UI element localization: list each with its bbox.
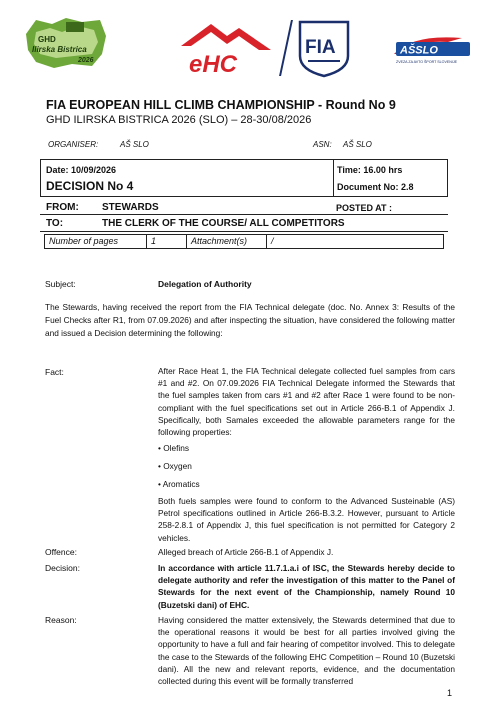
to-label: TO: (46, 218, 64, 229)
offence-label: Offence: (45, 547, 77, 557)
bullet-item: • Olefins (158, 443, 190, 453)
attachment-label: Attachment(s) (191, 236, 248, 246)
svg-text:AŠSLO: AŠSLO (400, 44, 438, 57)
organiser-label: ORGANISER: (48, 140, 99, 149)
svg-text:FIA: FIA (305, 37, 336, 58)
pages-label: Number of pages (49, 236, 119, 246)
svg-text:GHD: GHD (38, 35, 56, 44)
table-divider (146, 235, 147, 248)
document-title: FIA EUROPEAN HILL CLIMB CHAMPIONSHIP - Round No 9 (46, 98, 396, 112)
page-number: 1 (447, 688, 453, 698)
svg-text:eHC: eHC (189, 51, 238, 78)
document-number: Document No: 2.8 (337, 182, 414, 192)
decision-label: Decision: (45, 563, 80, 573)
table-divider (266, 235, 267, 248)
subject-label: Subject: (45, 279, 76, 289)
decision-time: Time: 16.00 hrs (337, 165, 403, 175)
bullet-item: • Oxygen (158, 461, 192, 471)
from-value: STEWARDS (102, 202, 159, 213)
pages-table (44, 234, 444, 249)
reason-label: Reason: (45, 615, 77, 625)
decision-date: Date: 10/09/2026 (46, 165, 117, 175)
offence-text: Alleged breach of Article 266-B.1 of Appendix J. (158, 547, 334, 557)
box-divider (333, 160, 334, 196)
asn-label: ASN: (313, 140, 332, 149)
decision-number: DECISION No 4 (46, 179, 134, 193)
svg-text:Ilirska Bistrica: Ilirska Bistrica (32, 45, 87, 54)
as-slo-logo (392, 32, 474, 66)
logo-divider (279, 20, 293, 76)
svg-text:2026: 2026 (78, 57, 94, 64)
divider-line (40, 231, 448, 232)
asn-value: AŠ SLO (343, 140, 372, 149)
divider-line (40, 214, 448, 215)
svg-text:ZVEZA ZA AVTO ŠPORT SLOVENIJE: ZVEZA ZA AVTO ŠPORT SLOVENIJE (396, 60, 458, 64)
fact-text: After Race Heat 1, the FIA Technical delegate collected fuel samples from cars #1 and #2. On 07.09.2026 FIA Technical Delegate informed the Stewards that the fuel samples taken from cars #1 and #2 after Race 1 were found to be non-compliant with the fuel specifications set out in Article 266-B.1 of Appendix J. Specifically, both Samales exceeded the allowable parameters range for the following properties: (158, 366, 455, 438)
attachment-value: / (271, 236, 274, 246)
decision-text: In accordance with article 11.7.1.a.i of ISC, the Stewards hereby decide to delegate authority and refer the investigation of this matter to the Panel of Stewards for the next event of the Championship, namely Round 10 (Buzetski dani) of EHC. (158, 563, 455, 610)
logo-bar (0, 6, 486, 86)
ghd-ilirska-bistrica-logo (22, 14, 108, 70)
pages-value: 1 (151, 236, 157, 246)
intro-paragraph: The Stewards, having received the report from the FIA Technical delegate (doc. No. Annex 3: Results of the Fuel Checks after R1, from 07.09.2026) and after inspecting the situation, have considered the following matter and issued a Decision determining the following: (45, 302, 455, 338)
fact-text-continued: Both fuels samples were found to conform to the Advanced Susteinable (AS) Petrol specifications outlined in Article 266-B.3.2. However, pursuant to Article 258-2.8.1 of Appendix J, this fuel specification is not permitted for Category 2 vehicles. (158, 496, 455, 543)
to-value: THE CLERK OF THE COURSE/ ALL COMPETITORS (102, 218, 345, 229)
subject-value: Delegation of Authority (158, 279, 252, 289)
fact-label: Fact: (45, 367, 64, 377)
reason-text: Having considered the matter extensively, the Stewards determined that due to the operational reasons it would be best for all parties involved giving the opportunity to have a full and fair hearing of competitor involved. This to delegate the case to the Stewards of the following EHC Competition – Round 10 (Buzetski dani). All the new and relevant reports, evidence, and the documentation collected during this event will be formally transferred (158, 615, 456, 687)
fia-logo (298, 20, 350, 78)
decision-header-box (40, 159, 448, 197)
from-label: FROM: (46, 202, 79, 213)
ehc-logo (175, 16, 275, 78)
organiser-value: AŠ SLO (120, 140, 149, 149)
bullet-item: • Aromatics (158, 479, 200, 489)
posted-at-label: POSTED AT : (336, 203, 392, 213)
event-subtitle: GHD ILIRSKA BISTRICA 2026 (SLO) – 28-30/08/2026 (46, 114, 312, 126)
table-divider (186, 235, 187, 248)
